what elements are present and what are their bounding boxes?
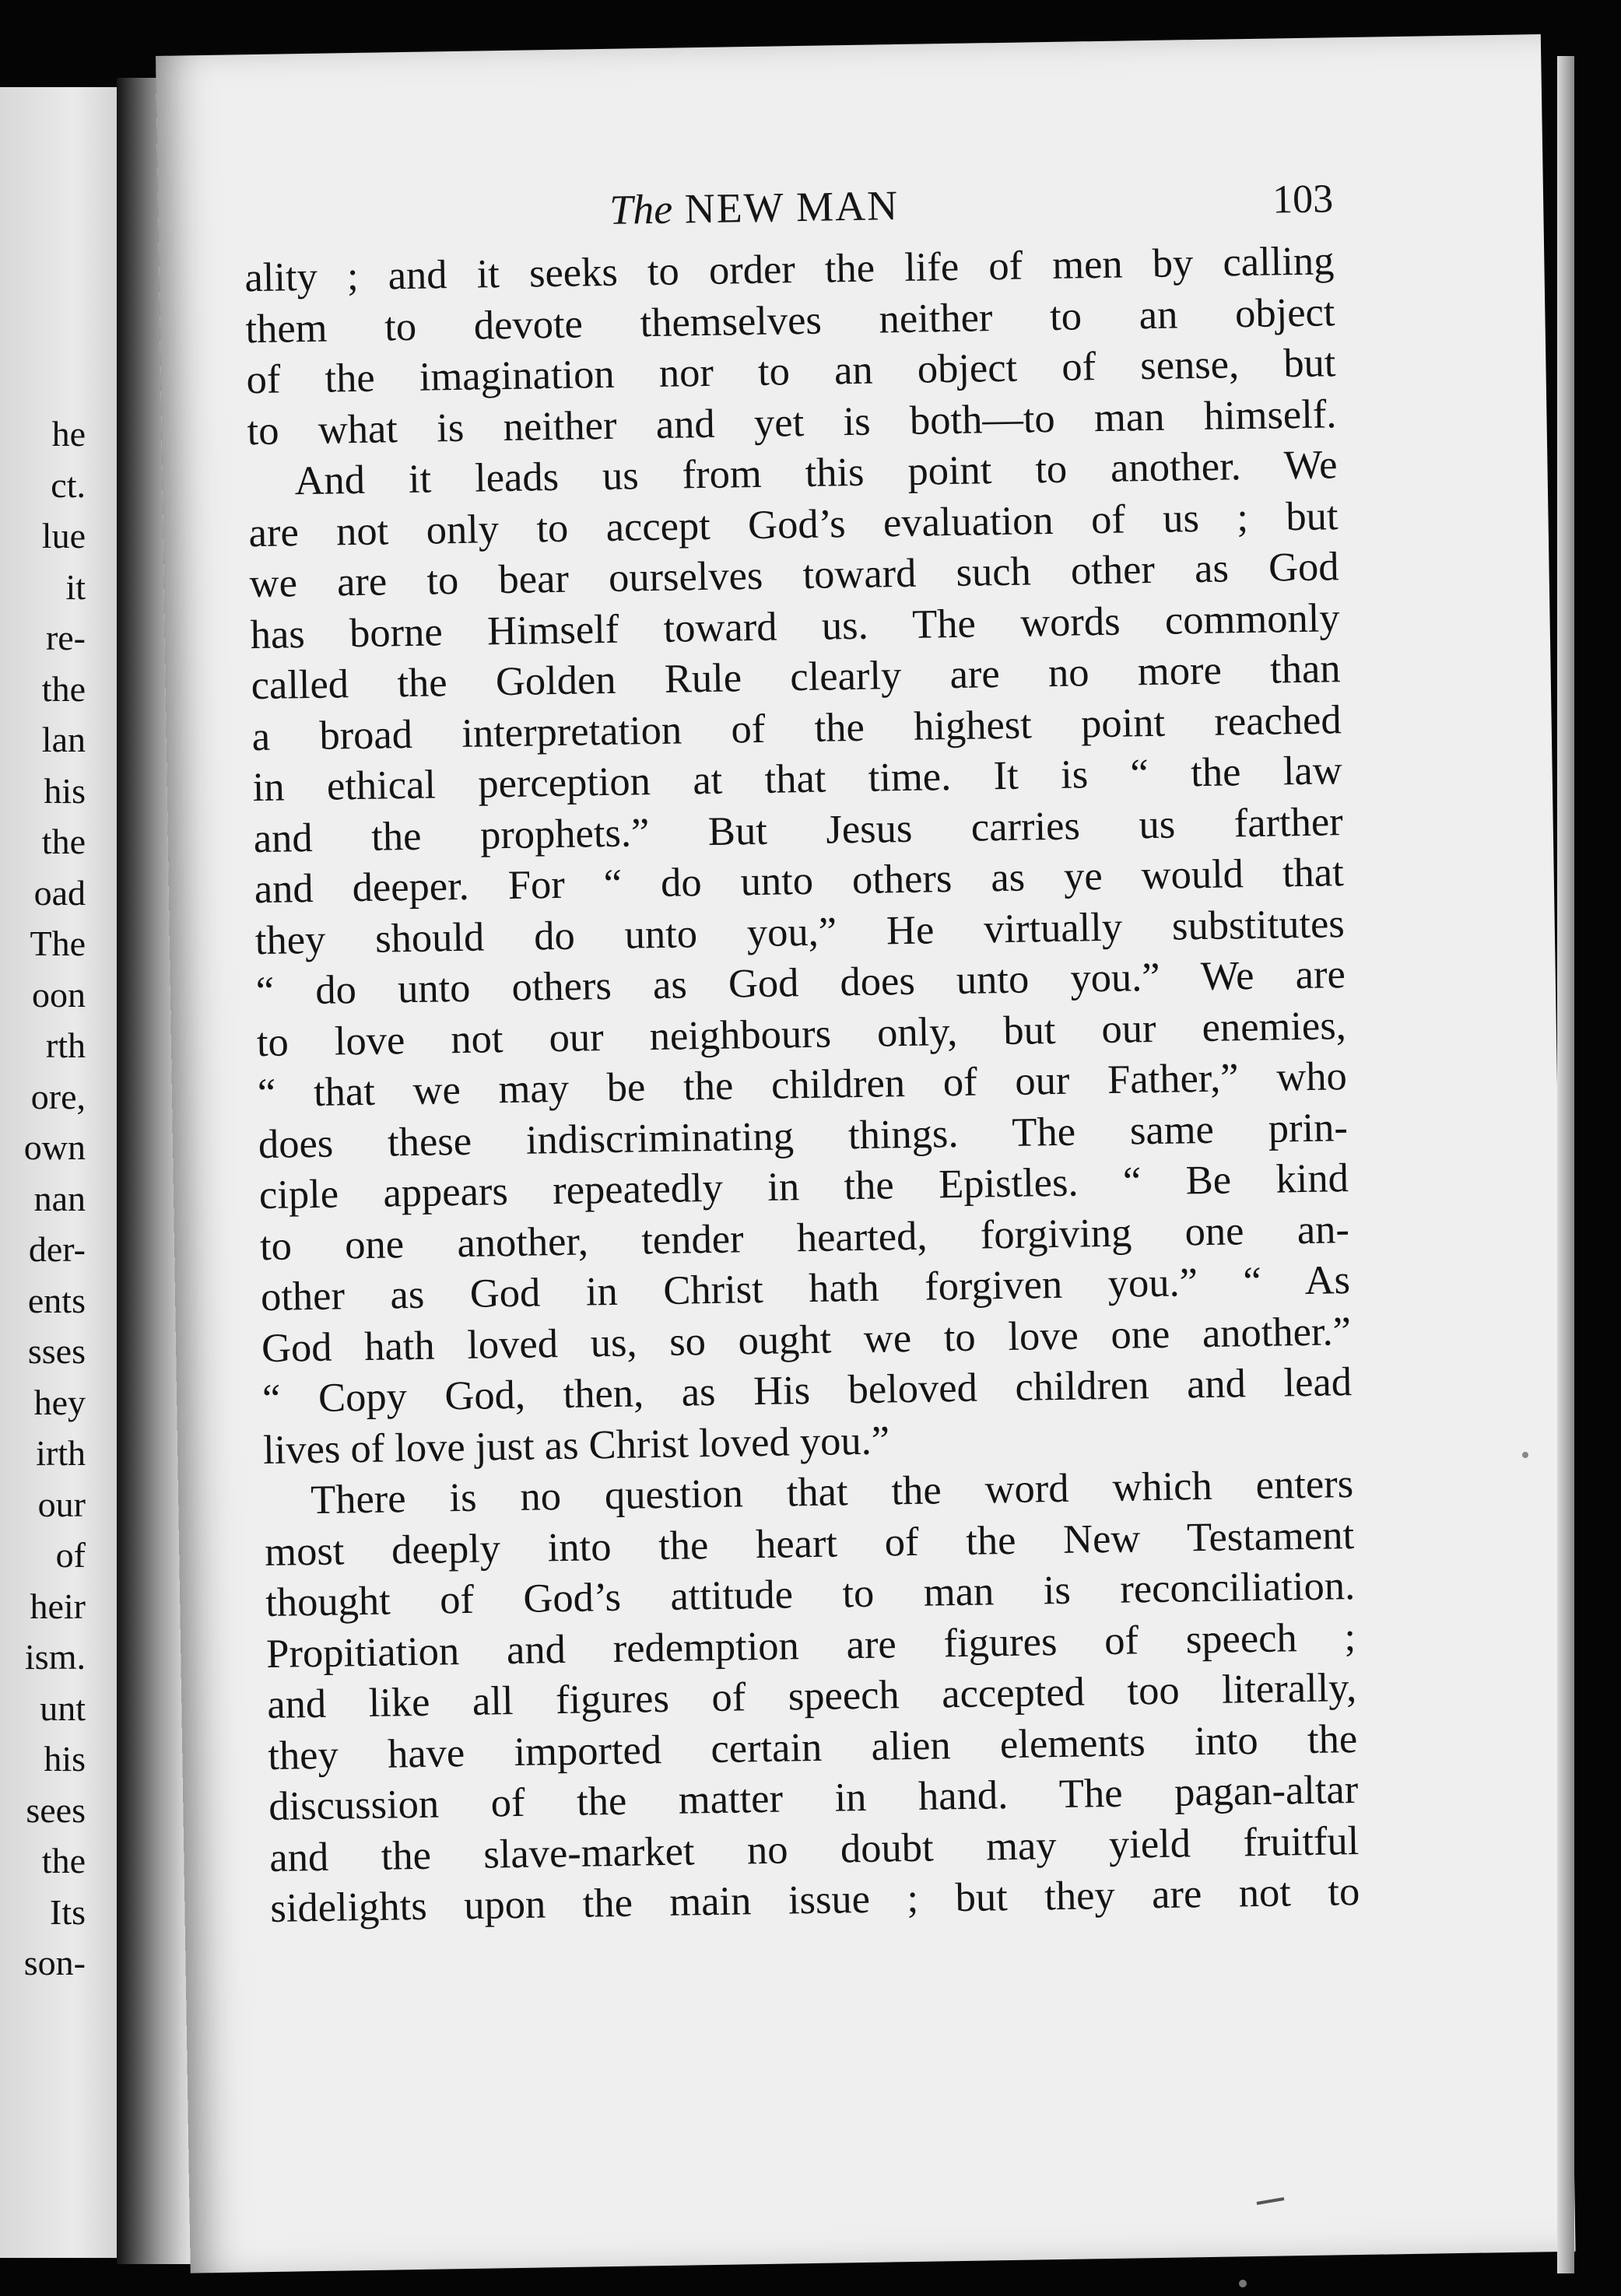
fragment-line: he [51, 414, 86, 454]
fragment-line: own [23, 1127, 86, 1167]
fragment-line: hey [33, 1382, 86, 1422]
fragment-line: ore, [30, 1076, 86, 1116]
body-line: “ Copy God, then, as His beloved children and lead [261, 1359, 1353, 1422]
body-line: them to devote themselves neither to an object [245, 289, 1335, 352]
fragment-line: nan [33, 1178, 86, 1218]
fragment-line: lue [41, 516, 86, 556]
fragment-line: ents [27, 1280, 86, 1320]
body-line: Propitiation and redemption are figures of speech ; [265, 1614, 1356, 1677]
fragment-line: re- [45, 618, 86, 657]
fragment-line: his [44, 770, 86, 811]
book-page [156, 34, 1576, 2273]
page-edge-shadow [1557, 56, 1574, 2273]
body-line: to one another, tender hearted, forgiving one an- [259, 1206, 1350, 1269]
fragment-line: Its [50, 1891, 86, 1932]
body-line: they should do unto you,” He virtually substitutes [254, 900, 1346, 963]
body-line: “ that we may be the children of our Father,” who [257, 1053, 1348, 1116]
body-line: are not only to accept God’s evaluation of us ; but [248, 493, 1339, 556]
body-line: and like all figures of speech accepted too literally, [266, 1665, 1357, 1728]
body-line: and the prophets.” But Jesus carries us farther [253, 798, 1344, 861]
body-line: discussion of the matter in hand. The pagan-altar [268, 1767, 1359, 1829]
body-line: and the slave-market no doubt may yield fruitful [268, 1818, 1360, 1881]
paragraph-first-line: And it leads us from this point to another. We [294, 442, 1338, 504]
body-line: thought of God’s attitude to man is reconciliation. [265, 1563, 1356, 1626]
fragment-line: The [30, 924, 86, 963]
body-line: a broad interpretation of the highest point reached [251, 696, 1342, 759]
fragment-line: lan [41, 720, 86, 759]
fragment-line: it [65, 566, 86, 607]
body-line: God hath loved us, so ought we to love one another.” [261, 1308, 1352, 1371]
running-title [609, 181, 900, 236]
body-line: has borne Himself toward us. The words commonly [250, 594, 1340, 657]
body-line: ciple appears repeatedly in the Epistles. “ Be kind [258, 1155, 1349, 1218]
body-line: other as God in Christ hath forgiven you.” “ As [260, 1257, 1351, 1320]
fragment-line: the [41, 1841, 86, 1881]
fragment-line: son- [23, 1943, 86, 1982]
fragment-line: his [44, 1739, 86, 1779]
fragment-line: our [37, 1484, 86, 1524]
fragment-line: sees [26, 1789, 86, 1830]
previous-page-text-fragments [0, 408, 86, 1989]
fragment-line: oad [33, 872, 86, 913]
body-line: they have imported certain alien elements into the [267, 1716, 1358, 1779]
body-line: ality ; and it seeks to order the life of men by calling [244, 238, 1335, 301]
fragment-line: rth [45, 1025, 86, 1065]
dust-speck [1239, 2280, 1247, 2287]
fragment-line: ism. [25, 1637, 86, 1677]
body-line: to love not our neighbours only, but our enemies, [256, 1002, 1347, 1065]
body-line: and deeper. For “ do unto others as ye would that [254, 850, 1345, 913]
body-line: called the Golden Rule clearly are no more than [251, 646, 1342, 709]
page-text-block [244, 174, 1360, 1934]
body-line: in ethical perception at that time. It is “ the law [252, 748, 1343, 811]
body-line: we are to bear ourselves toward such other as God [249, 544, 1339, 607]
fragment-line: ct. [51, 464, 86, 505]
running-title-prefix: The [609, 185, 673, 233]
fragment-line: irth [36, 1433, 86, 1473]
body-line: does these indiscriminating things. The same prin- [258, 1104, 1349, 1167]
fragment-line: the [41, 668, 86, 709]
fragment-line: sses [27, 1331, 86, 1371]
fragment-line: unt [40, 1688, 86, 1728]
body-line: of the imagination nor to an object of sense, but [246, 340, 1336, 403]
fragment-line: heir [30, 1586, 86, 1626]
running-title-main: NEW MAN [684, 182, 900, 233]
fragment-line: of [55, 1535, 86, 1575]
fragment-line: der- [28, 1229, 86, 1269]
body-line: most deeply into the heart of the New Testament [264, 1512, 1355, 1575]
body-line: to what is neither and yet is both—to man himself. [247, 391, 1337, 454]
fragment-line: the [41, 822, 86, 861]
fragment-line: oon [32, 974, 86, 1015]
body-line: “ do unto others as God does unto you.” We are [255, 952, 1346, 1015]
paragraph-last-line: lives of love just as Christ loved you.” [262, 1417, 890, 1473]
body-line: sidelights upon the main issue ; but they are not to [269, 1868, 1360, 1931]
paragraph-first-line: There is no question that the word which enters [310, 1461, 1354, 1523]
page-number: 103 [1272, 177, 1334, 223]
